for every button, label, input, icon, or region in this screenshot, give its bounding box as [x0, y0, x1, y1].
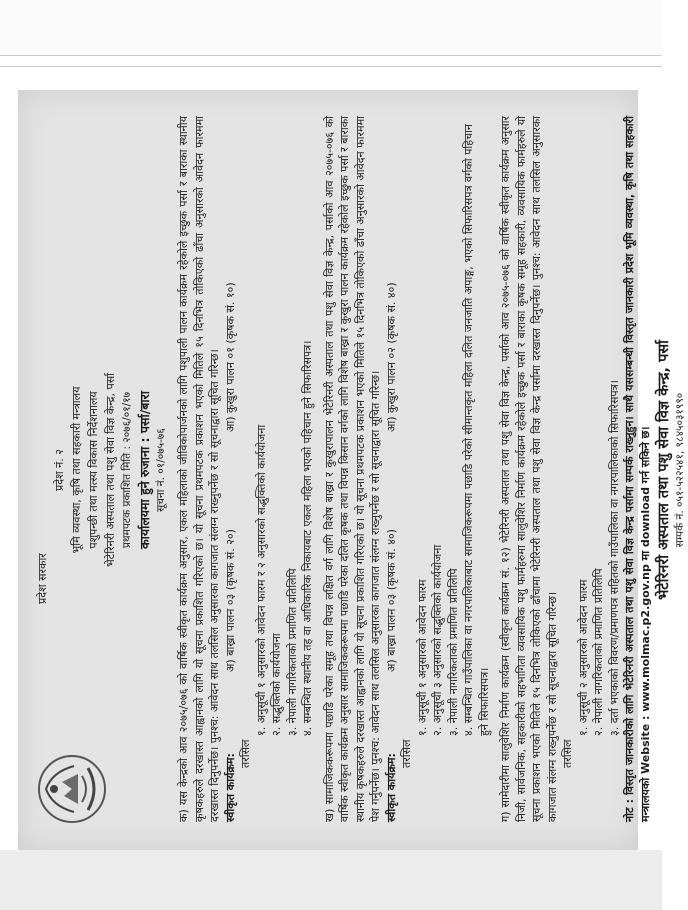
letterhead: [34, 100, 170, 840]
province-name: प्रदेश नं. २: [53, 449, 66, 491]
section-a-approved: [223, 118, 239, 822]
list-item: १. अनुसूची १ अनुसारको आवेदन फारम र २ अनुसारको सद्भुक्तिको कार्ययोजना: [254, 424, 268, 736]
footer-office-name: भेटेरिनरी अस्पताल तथा पशु सेवा विज्ञ केन्द्र, पर्सा: [656, 340, 672, 600]
contact-number: सम्पर्क नं. ०५१-५२२५४१, ९८४५०३१९९०: [673, 392, 686, 548]
publication-date: प्रथमपटक प्रकाशित मिति : २०७६/०१/१७: [121, 391, 133, 549]
list-item: २. नेपाली नागरिकताको प्रमाणित प्रतिलिपि: [592, 568, 605, 736]
scanner-background-top: [0, 0, 662, 50]
scanner-background-bottom: [0, 850, 662, 910]
section-a-tarsil: [238, 118, 254, 822]
approved-label: स्वीकृत कार्यक्रम:: [223, 753, 237, 822]
list-item: ३. नेपाली नागरिकताको प्रमाणित प्रतिलिपि: [285, 568, 299, 736]
approved-item: अ) बाख्रा पालन ०३ (कृषक सं. २०): [223, 529, 237, 672]
approved-label: स्वीकृत कार्यक्रम:: [384, 753, 398, 822]
section-a-list: [254, 118, 316, 736]
approved-item: अ) बाख्रा पालन ०३ (कृषक सं. ४०): [384, 529, 398, 672]
list-item: २. अनुसूची ३ अनुसारको सद्भुक्तिको कार्ययोजना: [431, 544, 444, 736]
section-c-paragraph: ग) सामेदारीमा सालुवेशिर निर्माण कार्यक्रम (स्वीकृत कार्यक्रम सं. १२) भेटेरिनरी अस्पताल तथा पशु सेवा विज्ञ केन्द्र, पर्साको आव २०७५-०७६ को वार्षिक स्वीकृत कार्यक्रम अनुसार निजी, सार्वजनिक, सहकारीको सहभागिता व्यवसायिक पशु फार्महरुमा सालुवेशिर निर्माण कार्यक्रम रहेकोले इच्छुक पर्सा र बाराका कृषक समूह सहकारी, व्यवसायिक फार्महरुले यो सूचना प्रकाशन भएको मितिले १५ दिनभित्र तोकिएको ढाँचामा भेटेरिनरी अस्पताल तथा पशु सेवा विज्ञ केन्द्र पर्सामा दरखास्त दिनुपर्नेछ। पुनश्च: आवेदन साथ तलसिल अनुसारका कागजात संलग्न राख्नुपर्नेछ र सो सूचनाद्वारा सूचित गरिन्छ।: [499, 116, 559, 822]
section-c-list: [576, 118, 623, 736]
scan-edge-line: [0, 66, 662, 67]
nepal-emblem-icon: [34, 752, 108, 826]
scan-edge-line: [0, 55, 662, 56]
list-item: १. अनुसूची २ अनुसारको आवेदन फारम: [576, 579, 590, 736]
section-b-tarsil: [399, 118, 415, 822]
list-item: ४. सम्बन्धित स्थानीय तह वा आधिकारिक निकायबाट एकल महिला भएको पहिचान हुने सिफारिसपत्र।: [301, 340, 314, 736]
list-item: ३. नेपाली नागरिकताको प्रमाणित प्रतिलिपि: [446, 568, 460, 736]
department-name: पशुपन्छी तथा मत्स्य विकास निर्देशनालय: [87, 391, 100, 549]
tarsil-label: तरसिल: [561, 739, 574, 768]
section-b-paragraph: ख) सामाजिककरूपमा पछाडि परेका समूह तथा विपन्न लक्षित वर्ग लागि विशेष बाख्रा र कुखुरापालन भेटेरिनरी अस्पताल तथा पशु सेवा विज्ञ केन्द्र, पर्साको आव २०७५-०७६ को वार्षिक स्वीकृत कार्यक्रम अनुसार सामाजिककरूपमा पछाडि परेका दलित कृषक तथा विपन्न किसान वर्गको लागि विशेष बाख्रा र कुखुरा पालन कार्यक्रम रहेकोले इच्छुक पर्सा र बाराका स्थानीय कृषकहरुले दरखास्त आह्वानको लागि यो सूचना प्रकाशित गरिएको छ। यो सूचना प्रथमपटक प्रकाशन भएको मितिले १५ दिनभित्र तोकिएको ढाँचा अनुसारको आवेदन फारममा पेश गर्नुपर्नेछ। पुनश्च: आवेदन साथ तलसिल अनुसारका कागजात संलग्न राख्नुपर्नेछ र सो सूचनाद्वारा सूचित गरिन्छ।: [322, 116, 382, 822]
tarsil-label: तरसिल: [400, 739, 413, 768]
government-name: प्रदेश सरकार: [36, 553, 49, 604]
approved-item: आ) कुखुरा पालन ०२ (कृषक सं. ४०): [384, 282, 398, 432]
list-item: ४. सम्बन्धित गाउँपालिका वा नगरपालिकाबाट सामाजिकरूपमा पछाडि परेको सीमान्तकृत महिला दलित जनजाति अपाङ्ग, भएको सिफारिसपत्र वर्गको पहिचान हुने सिफारिसपत्र।: [462, 123, 491, 736]
notice-title: कार्यालयमा हुने रुजाना : पर्सा/बारा: [137, 391, 152, 549]
tarsil-label: तरसिल: [239, 739, 252, 768]
list-item: २. सद्भुक्तिको कार्ययोजना: [270, 633, 283, 736]
section-b-approved: [384, 118, 400, 822]
notice-page: [18, 90, 686, 850]
ministry-name: भूमि व्यवस्था, कृषि तथा सहकारी मन्त्रालय: [70, 386, 83, 554]
rotated-notice: [28, 100, 686, 840]
list-item: ३. दर्ता भएकाको विवरण/प्रमाणपत्र सहितको गाउँपालिका वा नगरपालिकाको सिफारिसपत्र।: [607, 380, 621, 736]
section-a-paragraph: क) यस केन्द्रको आव २०७५/०७६ को वार्षिक स्वीकृत कार्यक्रम अनुसार, एकल महिलाको जीविकोपार्जनको लागि पशुपाली पालन कार्यक्रम रहेकोले इच्छुक पर्सा र बाराका स्थानीय कृषकहरुले दरखास्त आह्वानको लागि यो सूचना प्रकाशित गरिएको छ। यो सूचना प्रथमपटक प्रकाशन भएको मितिले १५ दिनभित्र तोकिएको ढाँचा अनुसारको आवेदन फारममा दरखास्त दिनुपर्नेछ। पुनश्च: आवेदन साथ तलसिल अनुसारका कागजात संलग्न राख्नुपर्नेछ र सो सूचनाद्वारा सूचित गरिन्छ।: [177, 116, 221, 822]
notice-number: सूचना नं. ०१/०७५-७६: [155, 428, 167, 512]
approved-item: आ) कुखुरा पालन ०१ (कृषक सं. १०): [223, 282, 237, 432]
section-c-tarsil: [560, 118, 576, 822]
section-b-list: [415, 118, 493, 736]
footer-note: नोट : विस्तृत जानकारीको लागि भेटेरिनरी अस्पताल तथा पशु सेवा विज्ञ केन्द्र पर्सामा सम्पर्क राख्नुहुन। साथै यससम्बन्धी विस्तृत जानकारी प्रदेश भूमि व्यवस्था, कृषि तथा सहकारी मन्त्रालयको Website : www.molmac.p2.gov.np मा download गर्न सकिने छ।: [623, 116, 652, 822]
list-item: १. अनुसूची १ अनुसारको आवेदन फारम: [415, 579, 429, 736]
office-name: भेटेरिनरी अस्पताल तथा पशु सेवा विज्ञ केन्द्र, पर्सा: [104, 372, 117, 568]
